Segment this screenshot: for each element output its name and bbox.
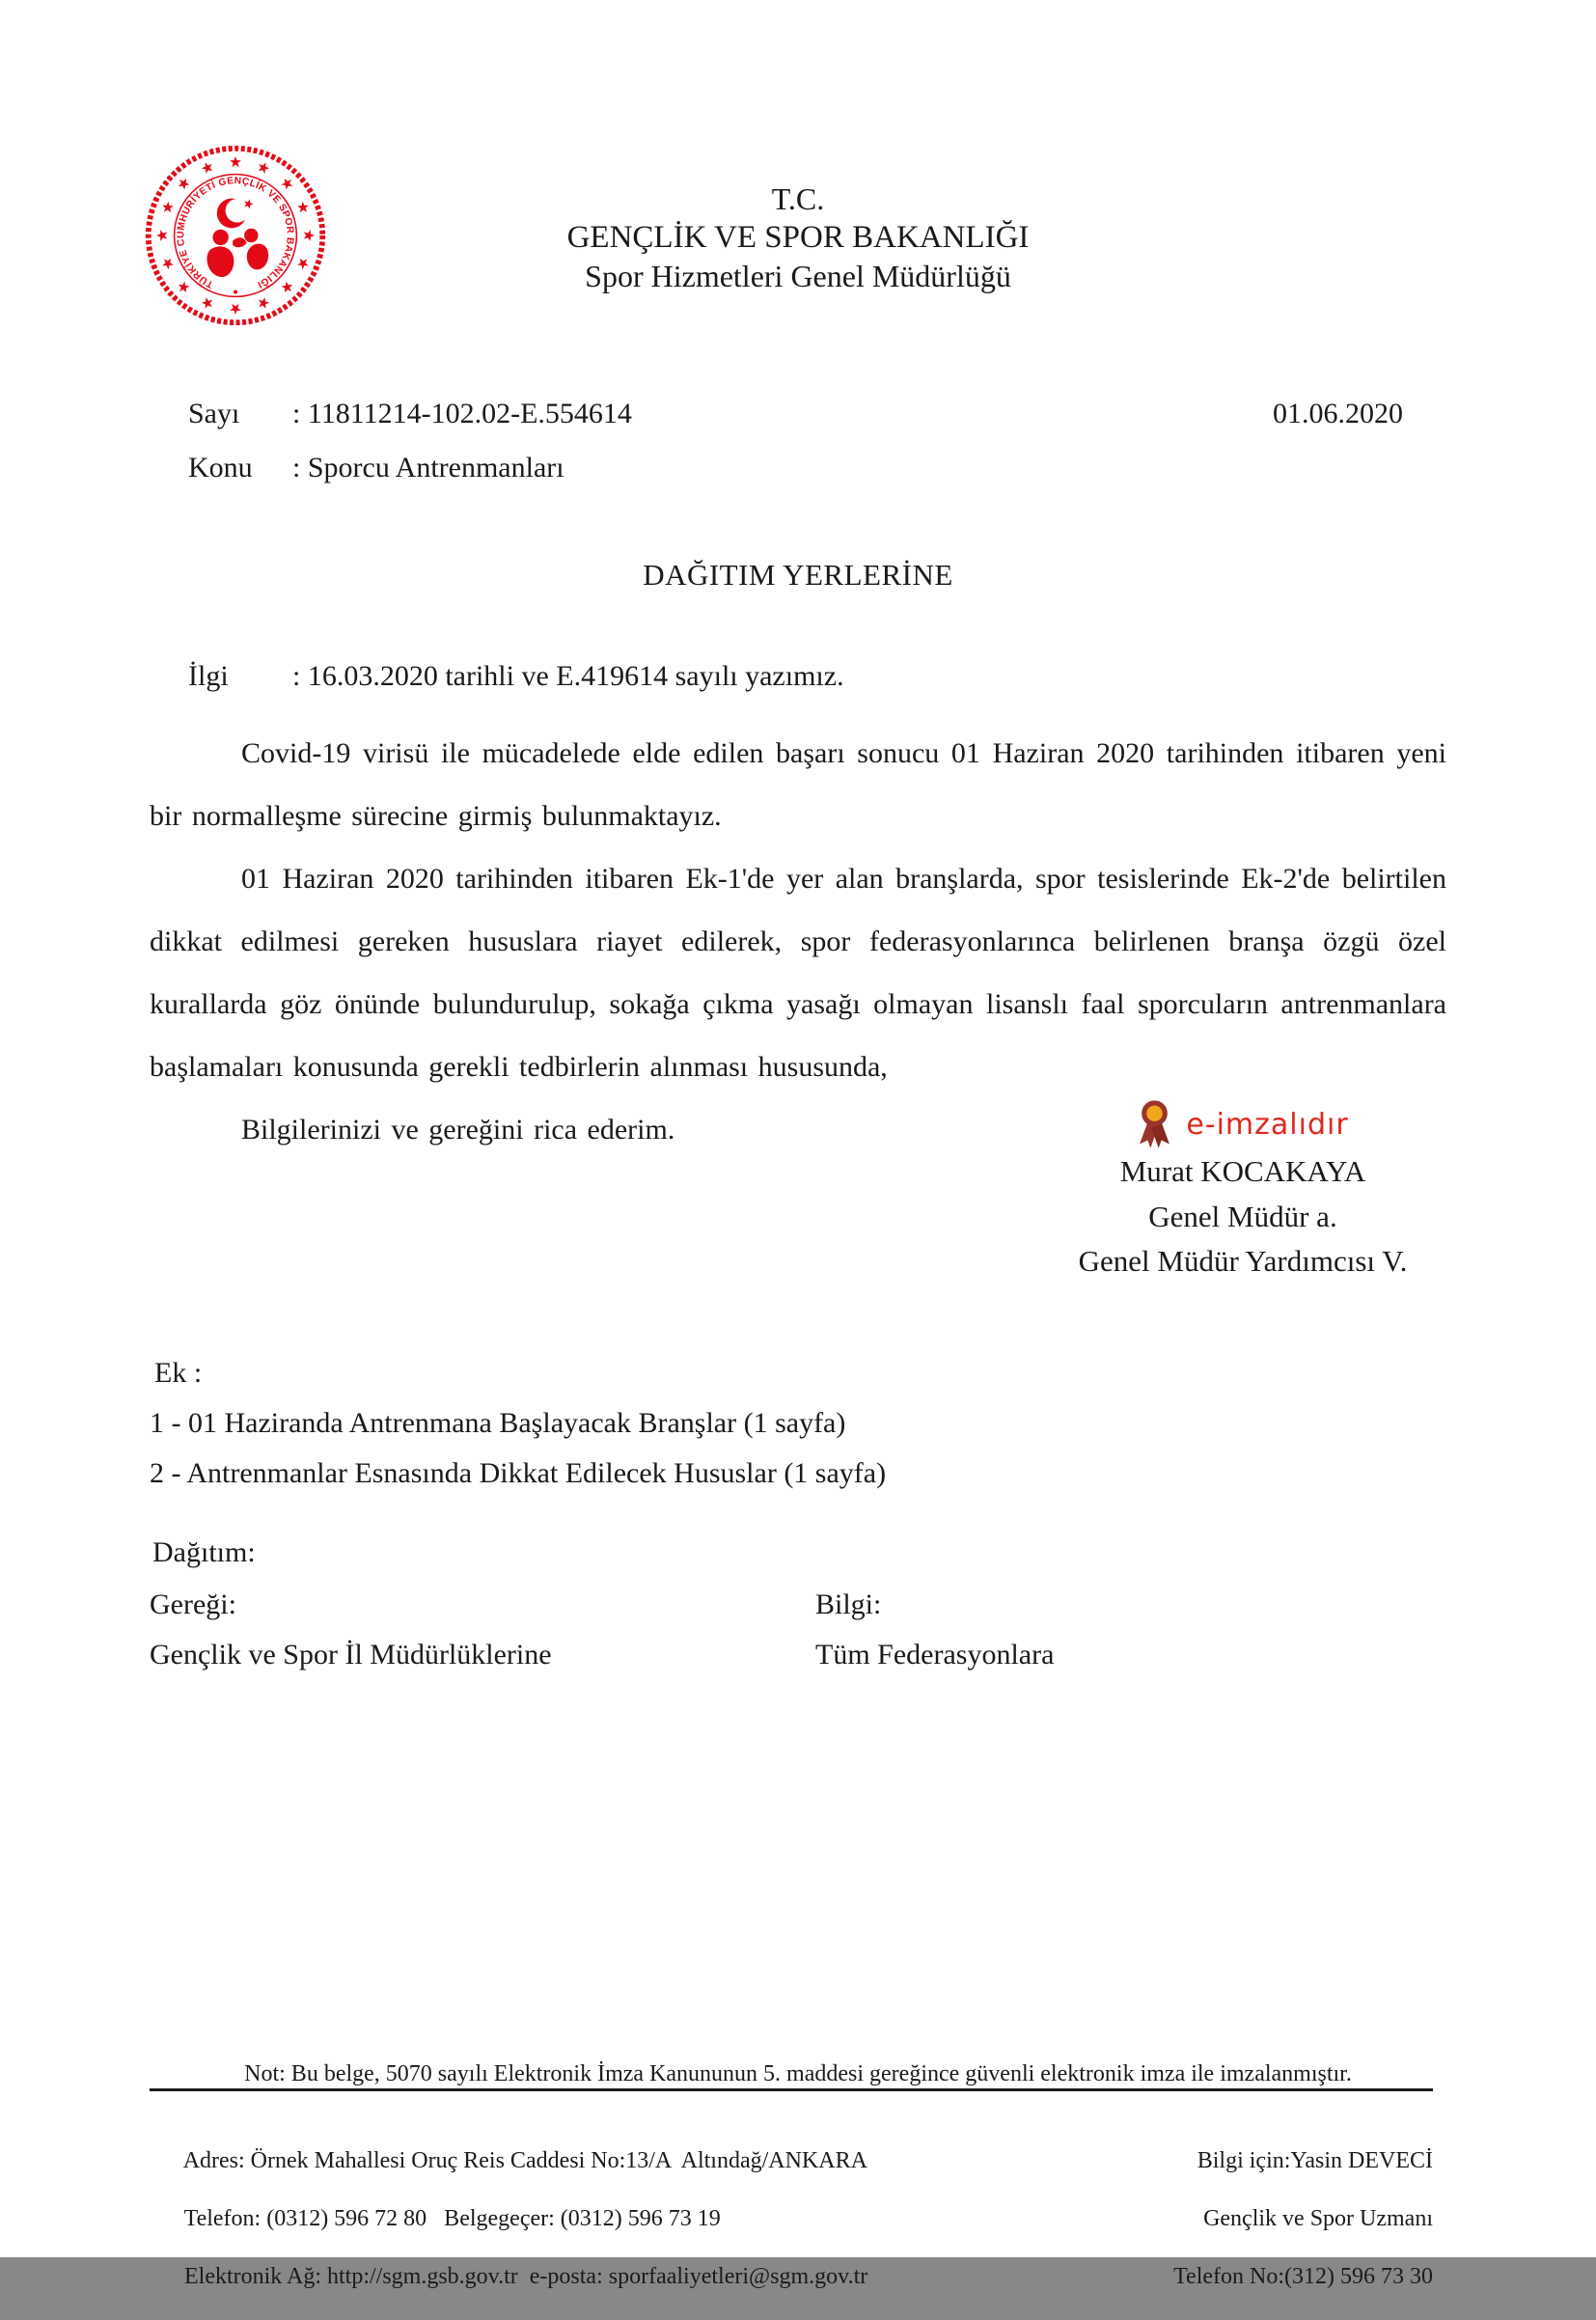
- footer: [150, 2117, 1433, 2320]
- distribution-label: Dağıtım:: [152, 1536, 256, 1568]
- footer-divider: [150, 2088, 1433, 2091]
- sayi-value: : 11811214-102.02-E.554614: [292, 398, 632, 429]
- letter-body: [150, 722, 1446, 1161]
- konu-row: [188, 452, 564, 484]
- ilgi-label: İlgi: [188, 660, 229, 692]
- ilgi-row: [188, 660, 844, 693]
- sayi-label: Sayı: [188, 398, 240, 429]
- body-paragraph-3: Bilgilerinizi ve gereğini rica ederim.: [241, 1114, 675, 1146]
- footer-web-email: Elektronik Ağ: http://sgm.gsb.gov.tr e-posta: sporfaaliyetleri@sgm.gov.tr: [184, 2264, 868, 2289]
- geregi-label: Gereği:: [150, 1588, 236, 1620]
- footer-contact-title: Gençlik ve Spor Uzmanı: [1203, 2206, 1433, 2231]
- attachment-item: 1 - 01 Haziranda Antrenmana Başlayacak Branşlar (1 sayfa): [150, 1407, 846, 1439]
- sayi-row: [188, 398, 632, 430]
- letterhead-ministry: GENÇLİK VE SPOR BAKANLIĞI: [566, 220, 1030, 255]
- distribution-headers-row: [150, 1588, 1446, 1621]
- konu-value: : Sporcu Antrenmanları: [292, 452, 564, 483]
- esignature-legal-note: Not: Bu belge, 5070 sayılı Elektronik İmza Kanununun 5. maddesi gereğince güvenli elektronik imza ile imzalanmıştır.: [244, 2061, 1352, 2086]
- signer-name: Murat KOCAKAYA: [1119, 1154, 1366, 1188]
- attachments-label: Ek :: [154, 1357, 203, 1389]
- letterhead-tc: T.C.: [771, 181, 825, 216]
- attachment-item: 2 - Antrenmanlar Esnasında Dikkat Edilecek Hususlar (1 sayfa): [150, 1457, 887, 1489]
- body-paragraph-2: 01 Haziran 2020 tarihinden itibaren Ek-1'de yer alan branşlarda, spor tesislerinde Ek-2'de belirtilen dikkat edilmesi gereken hususlara riayet edilerek, spor federasyonlarınca belirlenen branşa özgü özel kurallarda göz önünde bulundurulup, sokağa çıkma yasağı olmayan lisanslı faal sporcuların antrenmanlara başlamaları konusunda gerekli tedbirlerin alınması hususunda,: [150, 863, 1446, 1083]
- footer-contact-person: Bilgi için:Yasin DEVECİ: [1197, 2148, 1433, 2173]
- footer-address: Adres: Örnek Mahallesi Oruç Reis Caddesi No:13/A Altındağ/ANKARA: [182, 2148, 867, 2173]
- bilgi-value: Tüm Federasyonlara: [815, 1639, 1055, 1671]
- bilgi-label: Bilgi:: [815, 1588, 882, 1620]
- distribution-values-row: [150, 1639, 1446, 1671]
- footer-right-column: [1139, 2117, 1433, 2320]
- footer-phone-fax: Telefon: (0312) 596 72 80 Belgegeçer: (0312) 596 73 19: [183, 2206, 721, 2231]
- signer-title-2: Genel Müdür Yardımcısı V.: [1078, 1244, 1408, 1278]
- footer-contact-phone: Telefon No:(312) 596 73 30: [1173, 2264, 1433, 2289]
- document-date: 01.06.2020: [1273, 398, 1403, 429]
- esignature-ribbon-icon: [1137, 1098, 1172, 1150]
- letterhead-directorate: Spor Hizmetleri Genel Müdürlüğü: [585, 259, 1011, 293]
- konu-label: Konu: [188, 452, 253, 483]
- logo-ring-text: TÜRKİYE CUMHURİYETİ GENÇLİK VE SPOR BAKANLIĞI: [176, 176, 295, 290]
- recipient-line: DAĞITIM YERLERİNE: [643, 558, 953, 592]
- geregi-value: Gençlik ve Spor İl Müdürlüklerine: [150, 1639, 552, 1671]
- ilgi-value: : 16.03.2020 tarihli ve E.419614 sayılı yazımız.: [292, 660, 844, 692]
- signer-title-1: Genel Müdür a.: [1148, 1200, 1337, 1233]
- body-paragraph-1: Covid-19 virisü ile mücadelede elde edilen başarı sonucu 01 Haziran 2020 tarihinden itibaren yeni bir normalleşme sürecine girmiş bulunmaktayız.: [150, 737, 1446, 832]
- esignature-row: [991, 1098, 1495, 1154]
- footer-left-column: [150, 2117, 867, 2320]
- esignature-label: e-imzalıdır: [1186, 1107, 1349, 1142]
- letterhead: [0, 180, 1596, 295]
